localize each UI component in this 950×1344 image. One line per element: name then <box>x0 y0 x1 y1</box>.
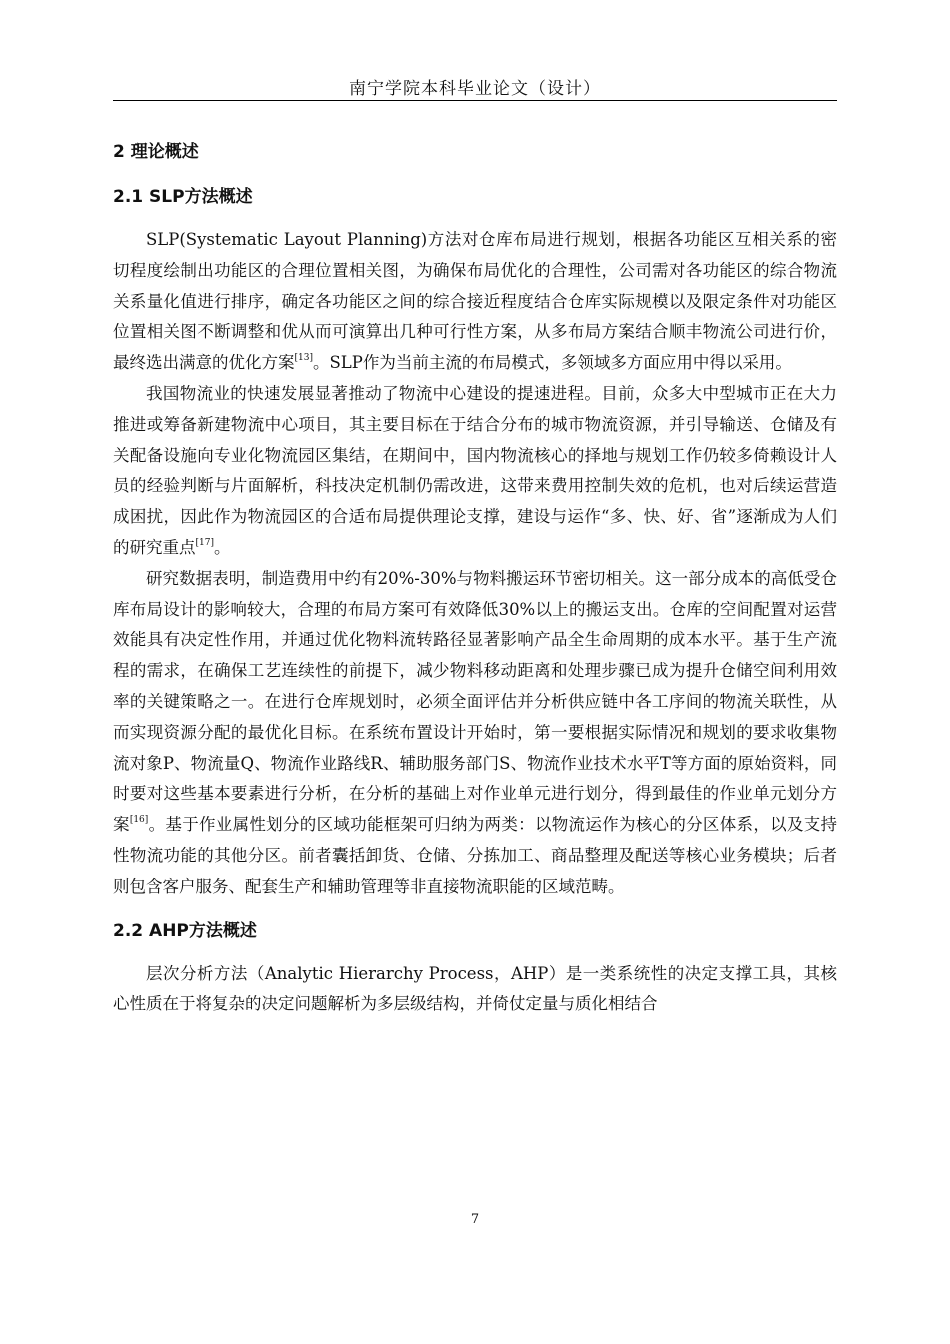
paragraph-slp-intro <box>113 225 837 379</box>
citation-ref: [13] <box>294 353 313 364</box>
header-rule <box>113 100 837 101</box>
paragraph-cost-analysis <box>113 564 837 903</box>
running-header: 南宁学院本科毕业论文（设计） <box>349 79 601 99</box>
paragraph-text: 我国物流业的快速发展显著推动了物流中心建设的提速进程。目前，众多大中型城市正在大力推进或筹备新建物流中心项目，其主要目标在于结合分布的城市物流资源，并引导输送、仓储及有关配备设施向专业化物流园区集结，在期间中，国内物流核心的择地与规划工作仍较多倚赖设计人员的经验判断与片面解析，科技决定机制仍需改进，这带来费用控制失效的危机，也对后续运营造成困扰，因此作为物流园区的合适布局提供理论支撑，建设与运作“多、快、好、省”逐渐成为人们的研究重点 <box>113 383 837 557</box>
citation-ref: [17] <box>195 537 214 548</box>
section-heading-ahp: 2.2 AHP方法概述 <box>113 920 257 941</box>
paragraph-text: 研究数据表明，制造费用中约有20%-30%与物料搬运环节密切相关。这一部分成本的高低受仓库布局设计的影响较大，合理的布局方案可有效降低30%以上的搬运支出。仓库的空间配置对运营效能具有决定性作用，并通过优化物料流转路径显著影响产品全生命周期的成本水平。基于生产流程的需求，在确保工艺连续性的前提下，减少物料移动距离和处理步骤已成为提升仓储空间利用效率的关键策略之一。在进行仓库规划时，必须全面评估并分析供应链中各工序间的物流关联性，从而实现资源分配的最优化目标。在系统布置设计开始时，第一要根据实际情况和规划的要求收集物流对象P、物流量Q、物流作业路线R、辅助服务部门S、物流作业技术水平T等方面的原始资料，同时要对这些基本要素进行分析，在分析的基础上对作业单元进行划分，得到最佳的作业单元划分方案 <box>113 568 837 835</box>
paragraph-text: SLP(Systematic Layout Planning)方法对仓库布局进行规划，根据各功能区互相关系的密切程度绘制出功能区的合理位置相关图，为确保布局优化的合理性，公司需对各功能区的综合物流关系量化值进行排序，确定各功能区之间的综合接近程度结合仓库实际规模以及限定条件对功能区位置相关图不断调整和优从而可演算出几种可行性方案，从多布局方案结合顺丰物流公司进行价，最终选出满意的优化方案 <box>113 230 837 373</box>
paragraph-text-tail: 。 <box>213 537 231 557</box>
section-heading-slp: 2.1 SLP方法概述 <box>113 187 253 207</box>
page-body <box>113 138 837 1020</box>
paragraph-text-tail: 。SLP作为当前主流的布局模式，多领域多方面应用中得以采用。 <box>312 353 792 373</box>
citation-ref: [16] <box>129 815 149 826</box>
page-number: 7 <box>470 1212 480 1227</box>
chapter-heading: 2 理论概述 <box>113 142 199 162</box>
paragraph-logistics-development <box>113 379 837 564</box>
paragraph-text-tail: 。基于作业属性划分的区域功能框架可归纳为两类：以物流运作为核心的分区体系，以及支持性物流功能的其他分区。前者囊括卸货、仓储、分拣加工、商品整理及配送等核心业务模块；后者则包含客户服务、配套生产和辅助管理等非直接物流职能的区域范畴。 <box>113 815 838 896</box>
paragraph-ahp-intro <box>113 959 837 1021</box>
paragraph-text: 层次分析方法（Analytic Hierarchy Process，AHP）是一类系统性的决定支撑工具，其核心性质在于将复杂的决定问题解析为多层级结构，并倚仗定量与质化相结合 <box>113 963 837 1014</box>
